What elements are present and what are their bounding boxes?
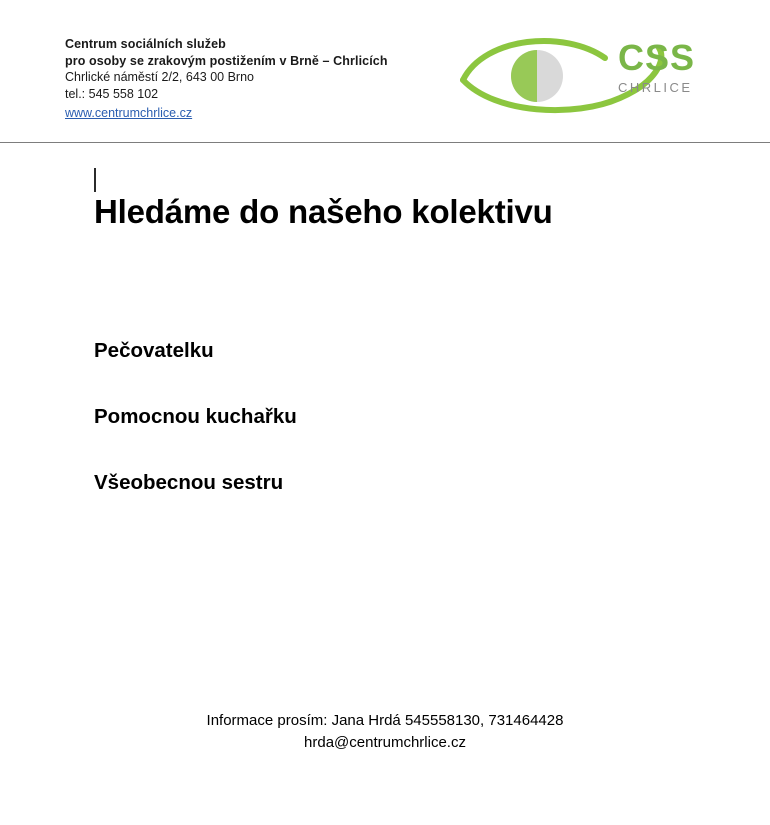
job-position-2: Pomocnou kuchařku <box>94 405 297 428</box>
page-title: Hledáme do našeho kolektivu <box>94 193 553 230</box>
contact-info: Informace prosím: Jana Hrdá 545558130, 731464428 <box>206 712 564 729</box>
svg-text:CHRLICE: CHRLICE <box>618 80 693 95</box>
org-website-link[interactable]: www.centrumchrlice.cz <box>65 106 193 120</box>
org-phone: tel.: 545 558 102 <box>65 86 159 101</box>
org-name-line-1: Centrum sociálních služeb <box>65 37 226 51</box>
job-position-1: Pečovatelku <box>94 339 214 362</box>
contact-email: hrda@centrumchrlice.cz <box>304 733 466 751</box>
organization-details <box>65 36 388 123</box>
text-cursor <box>94 168 96 192</box>
svg-text:CSS: CSS <box>618 37 696 78</box>
org-name-line-2: pro osoby se zrakovým postižením v Brně – Chrlicích <box>65 53 388 68</box>
header-divider <box>0 142 770 143</box>
contact-footer <box>0 710 770 754</box>
logo-wordmark <box>618 37 695 95</box>
document-header <box>0 0 770 140</box>
job-position-3: Všeobecnou sestru <box>94 471 284 494</box>
org-address: Chrlické náměstí 2/2, 643 00 Brno <box>65 70 254 84</box>
css-chrlice-logo <box>455 22 710 122</box>
